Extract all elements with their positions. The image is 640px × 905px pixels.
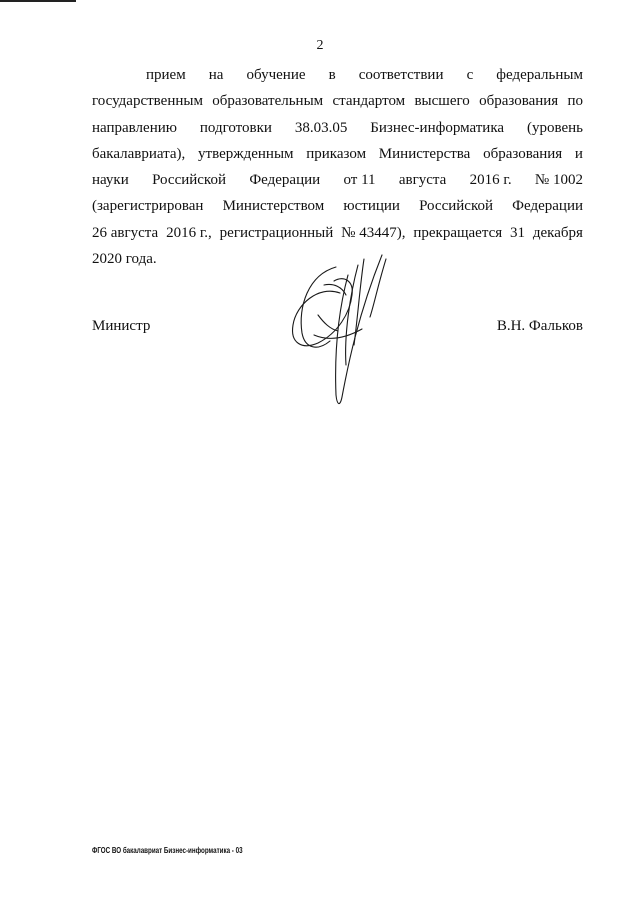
word: 26 августа xyxy=(92,224,159,241)
word: 2020 года. xyxy=(92,251,157,268)
word: Министерства xyxy=(378,145,471,162)
word: № 1002 xyxy=(534,172,583,189)
word: Бизнес-информатика xyxy=(370,119,505,136)
word: государственным xyxy=(92,93,203,110)
word: Федерации xyxy=(249,172,321,189)
word: на xyxy=(208,67,224,83)
text-line xyxy=(92,167,583,193)
word: образования xyxy=(479,93,559,110)
word: № 43447), xyxy=(341,224,406,241)
word: обучение xyxy=(246,67,306,83)
word: регистрационный xyxy=(219,224,334,241)
word: приказом xyxy=(306,145,367,162)
word: образования xyxy=(483,145,563,162)
word: 2016 г. xyxy=(469,172,512,189)
handwritten-signature-icon xyxy=(278,245,408,410)
text-line xyxy=(92,62,583,88)
word: от 11 xyxy=(343,172,376,189)
word: юстиции xyxy=(343,198,400,215)
text-line xyxy=(92,141,583,167)
text-line xyxy=(92,220,583,246)
signatory-name: В.Н. Фальков xyxy=(496,318,583,334)
text-line xyxy=(92,193,583,219)
word: в xyxy=(328,67,336,83)
word: образовательным xyxy=(212,93,324,110)
word: по xyxy=(567,93,583,110)
word: 31 xyxy=(510,224,526,241)
word: (зарегистрирован xyxy=(92,198,204,215)
word: августа xyxy=(398,172,447,189)
word: направлению xyxy=(92,119,177,136)
body-paragraph xyxy=(92,62,583,272)
word: Министерством xyxy=(222,198,325,215)
word: федеральным xyxy=(496,67,583,83)
top-rule xyxy=(0,0,76,2)
word: Федерации xyxy=(512,198,583,215)
word: стандартом xyxy=(332,93,406,110)
text-line xyxy=(92,115,583,141)
word: и xyxy=(574,145,583,162)
word: прекращается xyxy=(413,224,503,241)
word: Российской xyxy=(152,172,226,189)
word: 38.03.05 xyxy=(294,119,348,136)
word: прием xyxy=(146,67,186,83)
word: (уровень xyxy=(526,119,583,136)
word: с xyxy=(466,67,474,83)
page-number: 2 xyxy=(316,38,324,53)
word: Российской xyxy=(419,198,494,215)
word: 2016 г., xyxy=(166,224,212,241)
footer-document-code: ФГОС ВО бакалавриат Бизнес-информатика - 03 xyxy=(92,846,243,855)
text-line xyxy=(92,88,583,114)
word: подготовки xyxy=(199,119,272,136)
word: соответствии xyxy=(358,67,444,83)
word: бакалавриата), xyxy=(92,145,186,162)
word: утвержденным xyxy=(198,145,294,162)
word: декабря xyxy=(532,224,583,241)
word: высшего xyxy=(414,93,470,110)
signatory-title: Министр xyxy=(92,318,151,334)
word: науки xyxy=(92,172,129,189)
